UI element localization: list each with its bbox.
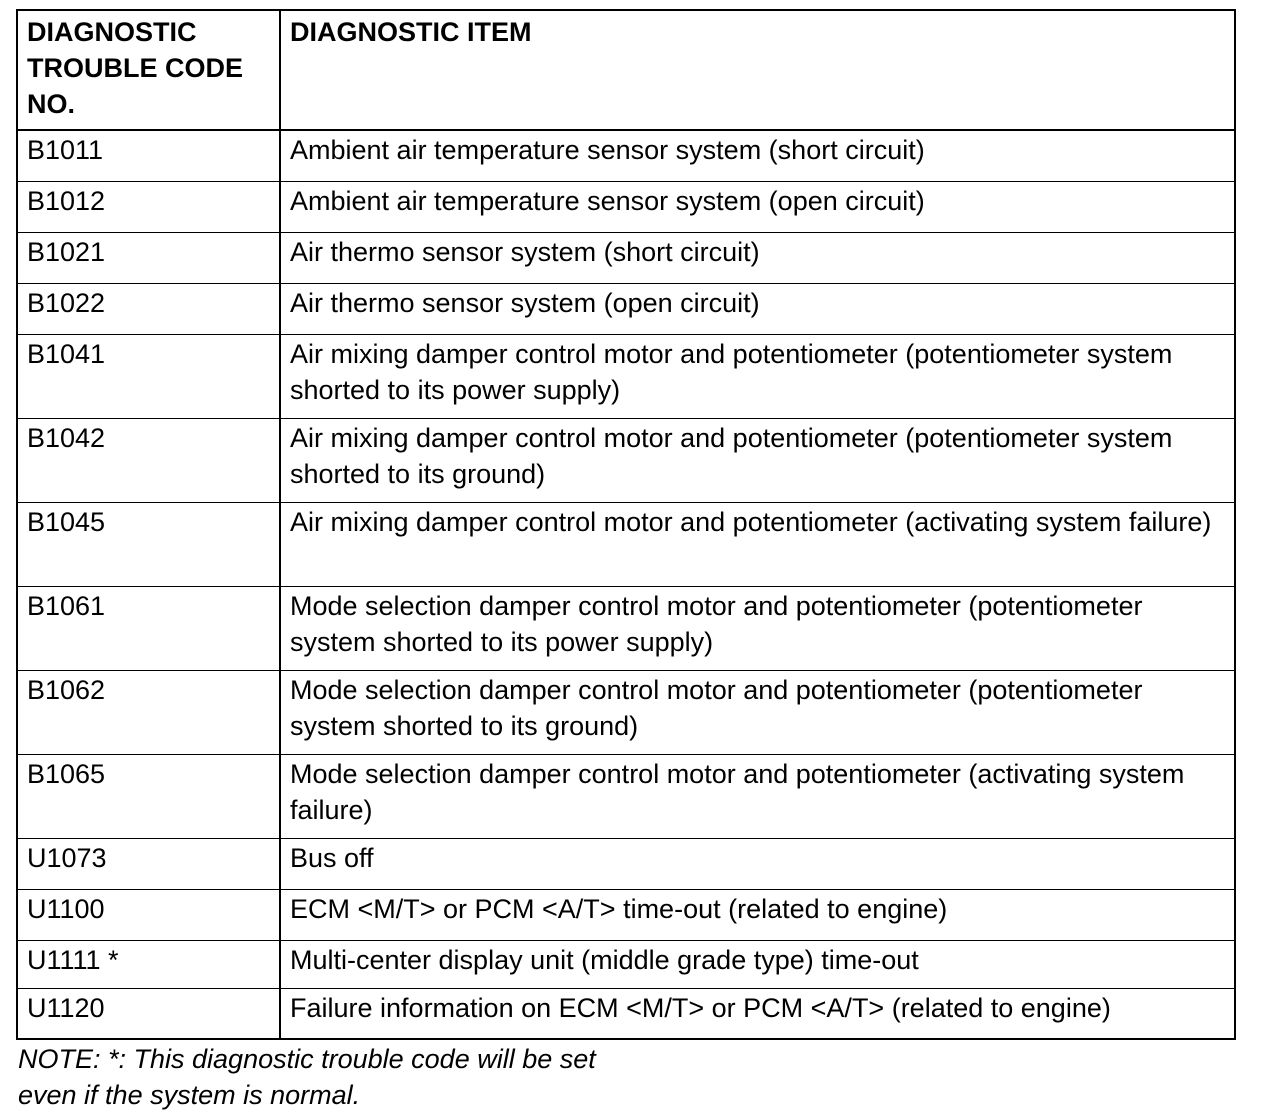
table-row bbox=[17, 988, 1235, 1039]
dtc-code: B1011 bbox=[17, 130, 280, 181]
table-row bbox=[17, 889, 1235, 940]
table-header-row bbox=[17, 10, 1235, 130]
dtc-code: B1045 bbox=[17, 502, 280, 586]
footnote-line-2: even if the system is normal. bbox=[18, 1080, 361, 1110]
dtc-item: ECM <M/T> or PCM <A/T> time-out (related to engine) bbox=[280, 889, 1235, 940]
table-row bbox=[17, 586, 1235, 670]
table-row bbox=[17, 181, 1235, 232]
dtc-code: B1041 bbox=[17, 334, 280, 418]
table-row bbox=[17, 232, 1235, 283]
dtc-code: B1022 bbox=[17, 283, 280, 334]
dtc-table bbox=[16, 9, 1236, 1040]
dtc-item: Mode selection damper control motor and potentiometer (potentiometer system shorted to its power supply) bbox=[280, 586, 1235, 670]
dtc-item: Air mixing damper control motor and potentiometer (potentiometer system shorted to its ground) bbox=[280, 418, 1235, 502]
table-row bbox=[17, 754, 1235, 838]
dtc-code: B1061 bbox=[17, 586, 280, 670]
dtc-item: Ambient air temperature sensor system (short circuit) bbox=[280, 130, 1235, 181]
dtc-item: Air thermo sensor system (open circuit) bbox=[280, 283, 1235, 334]
dtc-code: B1042 bbox=[17, 418, 280, 502]
header-code: DIAGNOSTIC TROUBLE CODE NO. bbox=[17, 10, 280, 130]
table-row bbox=[17, 334, 1235, 418]
footnote bbox=[18, 1041, 718, 1113]
header-item: DIAGNOSTIC ITEM bbox=[280, 10, 1235, 130]
dtc-code: B1012 bbox=[17, 181, 280, 232]
dtc-item: Bus off bbox=[280, 838, 1235, 889]
dtc-item: Mode selection damper control motor and potentiometer (potentiometer system shorted to its ground) bbox=[280, 670, 1235, 754]
dtc-code: U1120 bbox=[17, 988, 280, 1039]
dtc-code: B1065 bbox=[17, 754, 280, 838]
table-row bbox=[17, 940, 1235, 988]
dtc-item: Air mixing damper control motor and potentiometer (activating system failure) bbox=[280, 502, 1235, 586]
footnote-line-1: NOTE: *: This diagnostic trouble code will be set bbox=[18, 1044, 596, 1074]
dtc-item: Multi-center display unit (middle grade type) time-out bbox=[280, 940, 1235, 988]
table-row bbox=[17, 283, 1235, 334]
dtc-code: U1111 * bbox=[17, 940, 280, 988]
dtc-code: U1100 bbox=[17, 889, 280, 940]
dtc-code: B1062 bbox=[17, 670, 280, 754]
table-row bbox=[17, 418, 1235, 502]
dtc-item: Mode selection damper control motor and potentiometer (activating system failure) bbox=[280, 754, 1235, 838]
table-row bbox=[17, 670, 1235, 754]
dtc-code: U1073 bbox=[17, 838, 280, 889]
dtc-item: Failure information on ECM <M/T> or PCM <A/T> (related to engine) bbox=[280, 988, 1235, 1039]
table-row bbox=[17, 838, 1235, 889]
dtc-code: B1021 bbox=[17, 232, 280, 283]
dtc-item: Air mixing damper control motor and potentiometer (potentiometer system shorted to its power supply) bbox=[280, 334, 1235, 418]
table-row bbox=[17, 130, 1235, 181]
dtc-item: Ambient air temperature sensor system (open circuit) bbox=[280, 181, 1235, 232]
dtc-item: Air thermo sensor system (short circuit) bbox=[280, 232, 1235, 283]
table-row bbox=[17, 502, 1235, 586]
